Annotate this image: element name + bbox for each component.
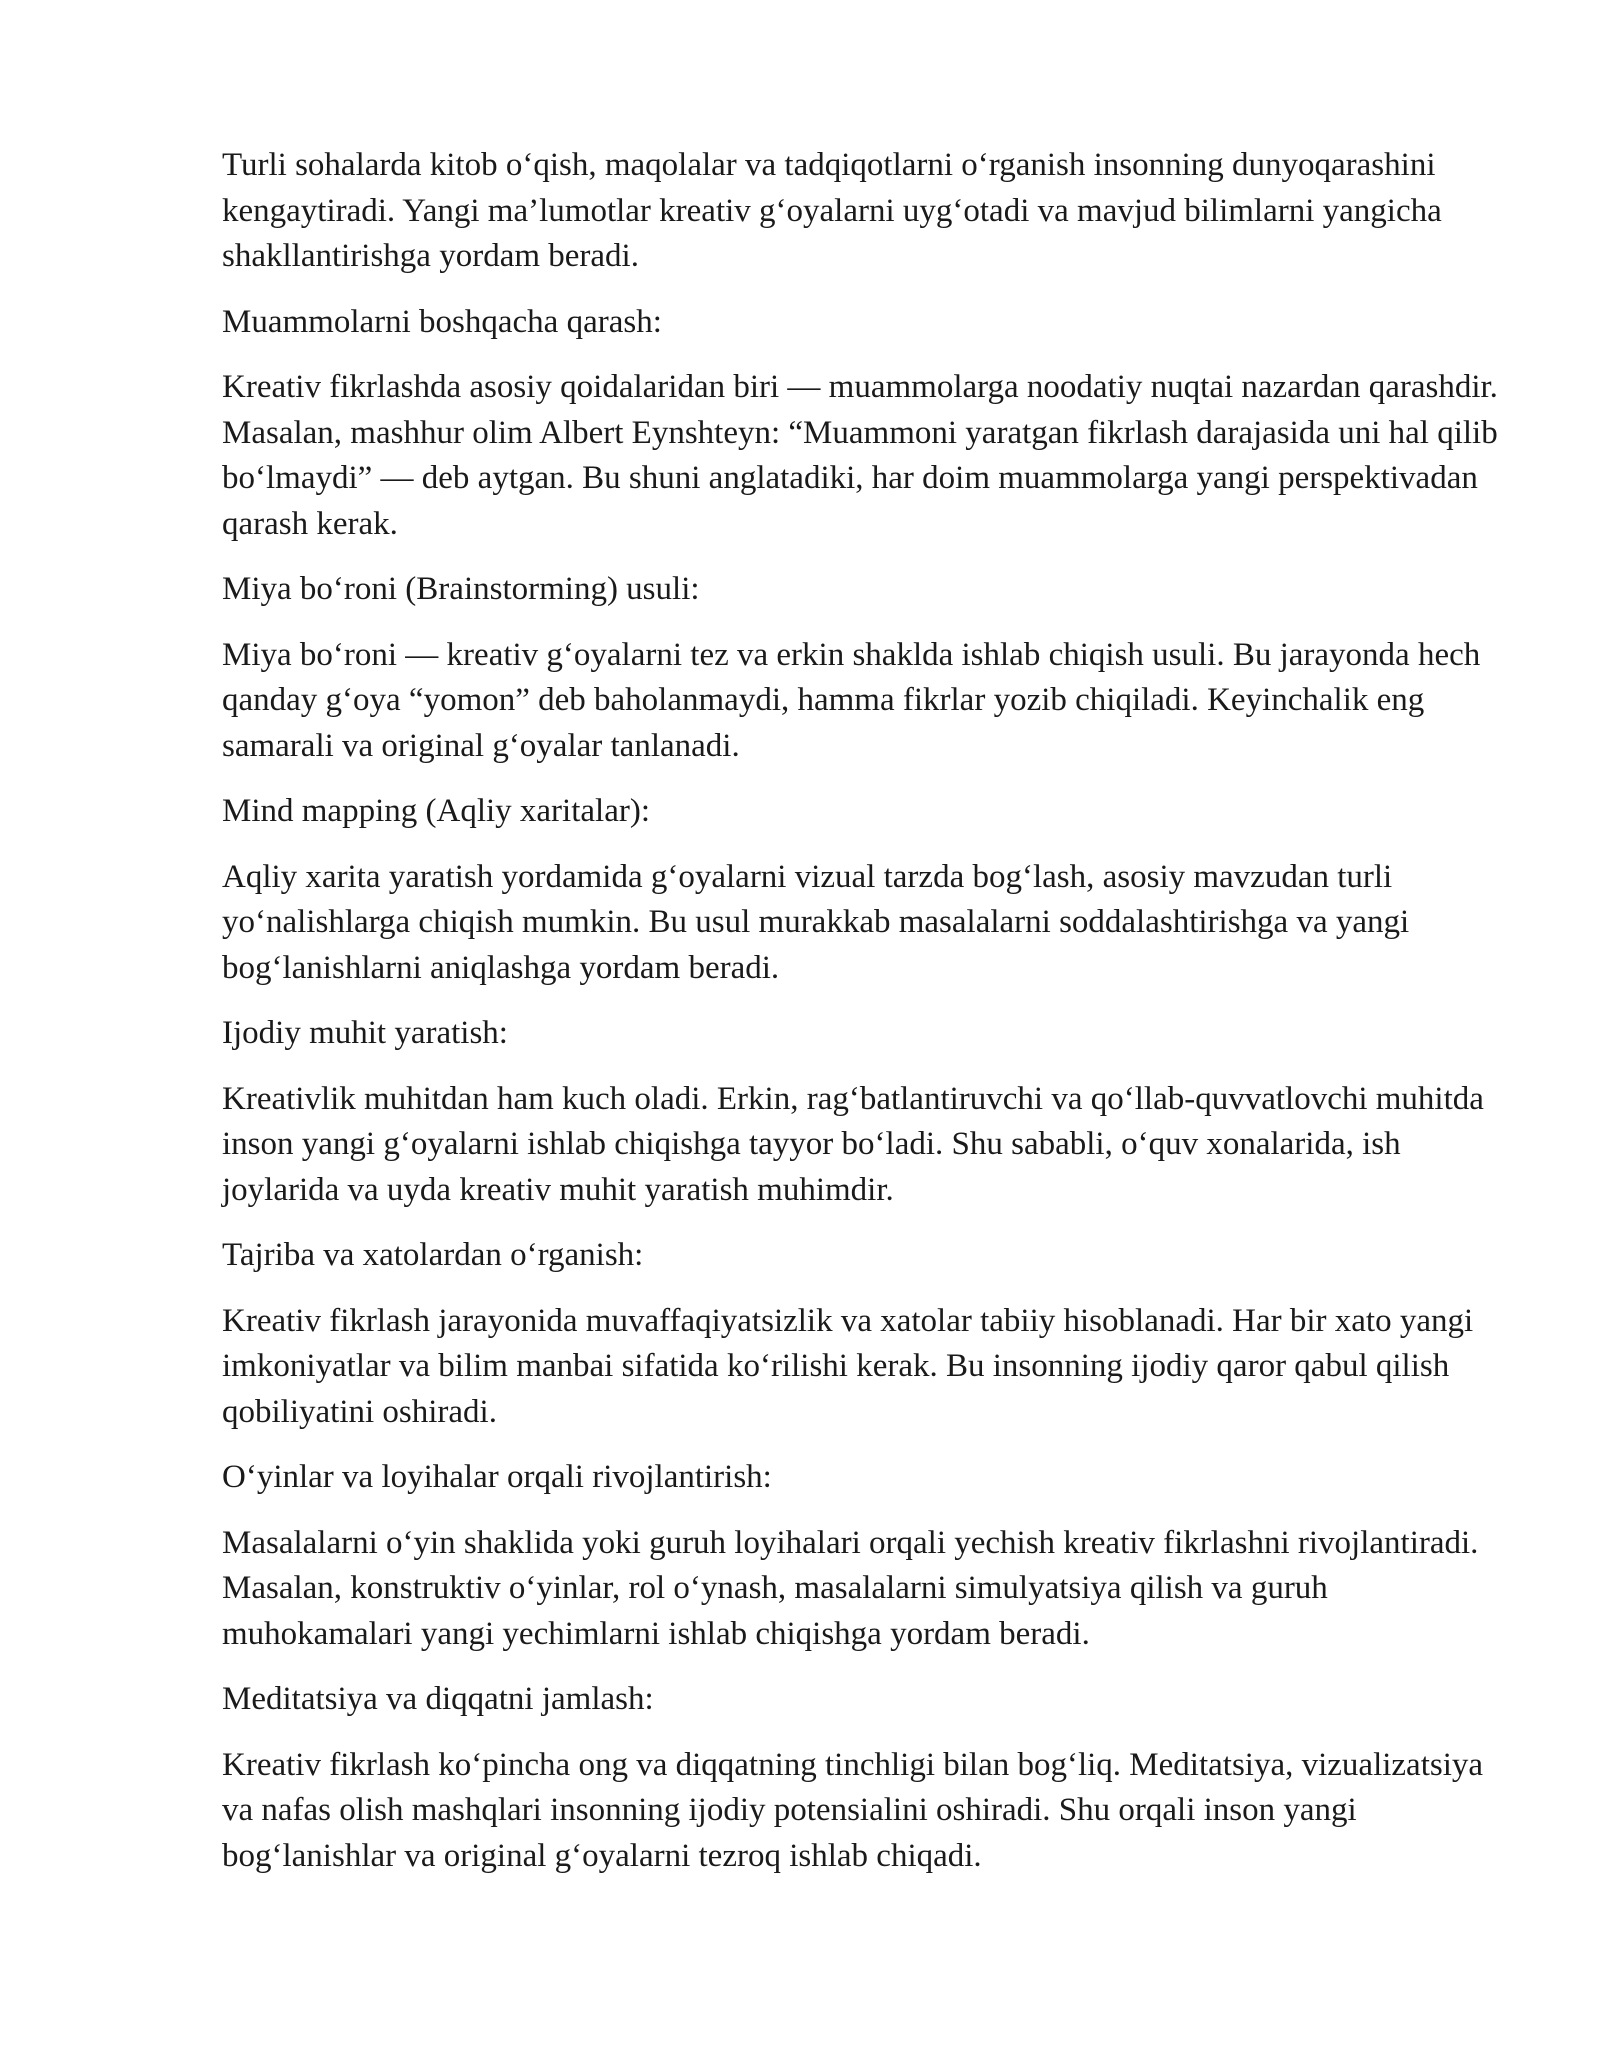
heading-mind-mapping: Mind mapping (Aqliy xaritalar):	[222, 793, 650, 829]
paragraph-meditation: Kreativ fikrlash ko‘pincha ong va diqqatning tinchligi bilan bog‘liq. Meditatsiya, vizualizatsiya va nafas olish mashqlari insonning ijodiy potensialini oshiradi. Shu orqali inson yangi bog‘lanishlar va original g‘oyalarni tezroq ishlab chiqadi.	[222, 1746, 1484, 1874]
heading-games-and-projects: O‘yinlar va loyihalar orqali rivojlantirish:	[222, 1459, 772, 1495]
paragraph-different-perspective: Kreativ fikrlashda asosiy qoidalaridan biri — muammolarga noodatiy nuqtai nazardan qarashdir. Masalan, mashhur olim Albert Eynshteyn: “Muammoni yaratgan fikrlash darajasida uni hal qilib bo‘lmaydi” — deb aytgan. Bu shuni anglatadiki, har doim muammolarga yangi perspektivadan qarash kerak.	[222, 369, 1498, 542]
paragraph-mind-mapping: Aqliy xarita yaratish yordamida g‘oyalarni vizual tarzda bog‘lash, asosiy mavzudan turli yo‘nalishlarga chiqish mumkin. Bu usul murakkab masalalarni soddalashtirishga va yangi bog‘lanishlarni aniqlashga yordam beradi.	[222, 858, 1410, 986]
paragraph-games-and-projects: Masalalarni o‘yin shaklida yoki guruh loyihalari orqali yechish kreativ fikrlashni rivojlantiradi. Masalan, konstruktiv o‘yinlar, rol o‘ynash, masalalarni simulyatsiya qilish va guruh muhokamalari yangi yechimlarni ishlab chiqishga yordam beradi.	[222, 1524, 1479, 1652]
heading-different-perspective: Muammolarni boshqacha qarash:	[222, 303, 662, 340]
heading-brainstorming: Miya bo‘roni (Brainstorming) usuli:	[222, 571, 700, 607]
heading-learning-from-mistakes: Tajriba va xatolardan o‘rganish:	[222, 1237, 644, 1273]
heading-creative-environment: Ijodiy muhit yaratish:	[222, 1015, 508, 1051]
paragraph-reading-benefits: Turli sohalarda kitob o‘qish, maqolalar va tadqiqotlarni o‘rganish insonning dunyoqarashini kengaytiradi. Yangi ma’lumotlar kreativ g‘oyalarni uyg‘otadi va mavjud bilimlarni yangicha shakllantirishga yordam beradi.	[222, 147, 1442, 274]
paragraph-learning-from-mistakes: Kreativ fikrlash jarayonida muvaffaqiyatsizlik va xatolar tabiiy hisoblanadi. Har bir xato yangi imkoniyatlar va bilim manbai sifatida ko‘rilishi kerak. Bu insonning ijodiy qaror qabul qilish qobiliyatini oshiradi.	[222, 1302, 1474, 1430]
paragraph-brainstorming: Miya bo‘roni — kreativ g‘oyalarni tez va erkin shaklda ishlab chiqish usuli. Bu jarayonda hech qanday g‘oya “yomon” deb baholanmaydi, hamma fikrlar yozib chiqiladi. Keyinchalik eng samarali va original g‘oyalar tanlanadi.	[222, 636, 1481, 764]
paragraph-creative-environment: Kreativlik muhitdan ham kuch oladi. Erkin, rag‘batlantiruvchi va qo‘llab-quvvatlovchi muhitda inson yangi g‘oyalarni ishlab chiqishga tayyor bo‘ladi. Shu sababli, o‘quv xonalarida, ish joylarida va uyda kreativ muhit yaratish muhimdir.	[222, 1080, 1484, 1208]
document-page	[222, 143, 1512, 1899]
heading-meditation: Meditatsiya va diqqatni jamlash:	[222, 1681, 654, 1717]
